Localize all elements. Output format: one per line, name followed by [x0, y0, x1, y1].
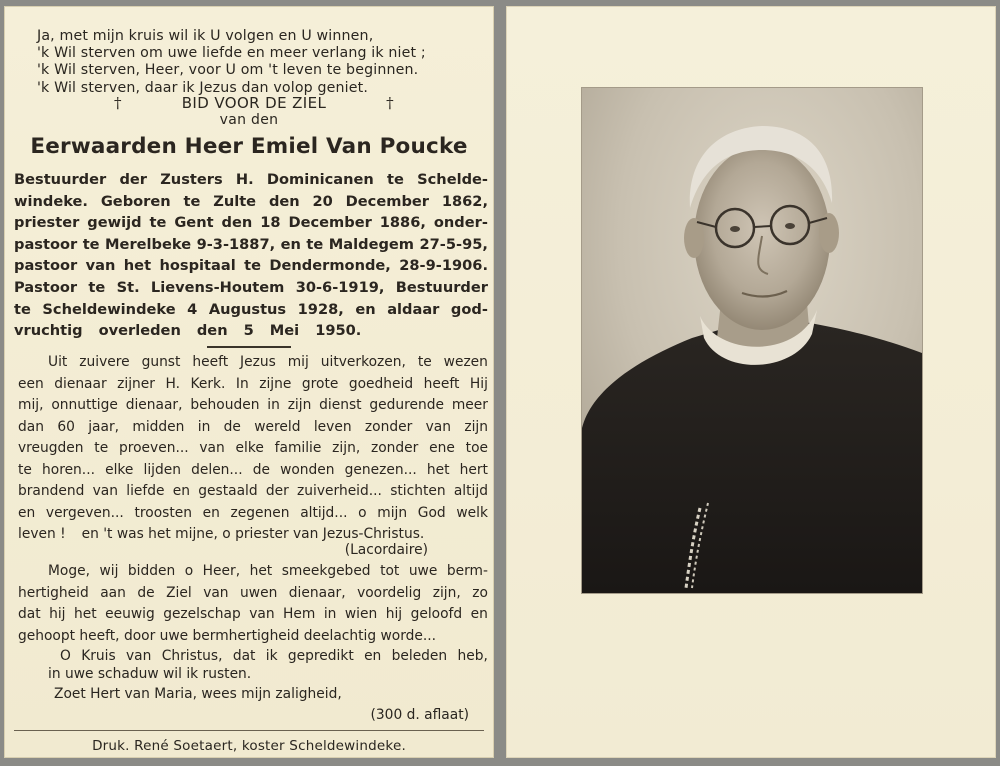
word: geloofd — [410, 606, 463, 622]
biography-line — [14, 169, 488, 191]
word: van — [199, 440, 225, 456]
verse-line: Ja, met mijn kruis wil ik U volgen en U winnen, — [37, 28, 374, 44]
word: zijn — [464, 418, 488, 435]
moge-line — [18, 561, 488, 583]
word: leven — [313, 418, 352, 435]
word: mij — [287, 354, 309, 370]
word: wonden — [280, 461, 335, 478]
word: H. — [235, 171, 254, 188]
body-line — [18, 352, 488, 374]
word: te — [88, 278, 106, 296]
verse-line: 'k Wil sterven, daar ik Jezus dan volop geniet. — [37, 79, 368, 96]
word: December — [345, 192, 429, 210]
word: van — [425, 418, 451, 435]
word: heeft — [423, 375, 460, 392]
word: wezen — [443, 354, 488, 370]
word: Gent — [174, 214, 214, 232]
printer-credit: Druk. René Soetaert, koster Scheldewindeke. — [92, 738, 406, 754]
word: overleden — [98, 322, 181, 340]
word: o — [184, 563, 194, 579]
word: troosten — [134, 504, 192, 521]
word: behouden — [190, 397, 260, 413]
biography-line — [14, 299, 488, 321]
word: den — [196, 322, 228, 340]
word: Bestuurder — [14, 171, 107, 188]
word: delen... — [191, 461, 243, 478]
word: en 't was het mijne, o priester van Jezus-Christus. — [81, 526, 425, 542]
word: gestaald — [198, 483, 258, 499]
word: 18 — [260, 214, 281, 232]
footer-divider — [14, 730, 484, 731]
word: Mei — [269, 322, 300, 340]
van-den-text: van den — [219, 112, 279, 128]
biography-line — [14, 320, 488, 342]
moge-line — [18, 626, 488, 648]
word: van — [249, 606, 275, 622]
body-text — [18, 352, 488, 557]
memorial-card-text-side — [4, 6, 494, 758]
prayer-paragraph — [18, 561, 488, 647]
word: in — [267, 397, 280, 413]
word: Zusters — [160, 171, 223, 188]
word: ene — [429, 440, 455, 456]
word: de — [223, 418, 241, 435]
moge-line — [18, 583, 488, 605]
word: eeuwig — [105, 606, 155, 622]
word: 28-9-1906. — [399, 257, 488, 275]
word: uwe — [408, 563, 438, 579]
word: het — [426, 461, 450, 478]
word: pastoor — [14, 257, 78, 275]
word: tot — [380, 563, 400, 579]
word: Lievens-Houtem — [150, 278, 285, 296]
kruis-line — [48, 666, 488, 684]
word: de — [252, 461, 270, 478]
kruis-line — [48, 648, 488, 666]
word: Schelde- — [417, 171, 488, 188]
word: en — [202, 504, 220, 521]
word: 9-3-1887, — [196, 235, 276, 253]
body-line — [18, 460, 488, 482]
word: Christus, — [161, 648, 223, 664]
body-line — [18, 374, 488, 396]
word: brandend — [18, 483, 85, 499]
biography-line — [14, 255, 488, 277]
word: te — [244, 257, 261, 275]
word: dat — [18, 606, 41, 622]
word: een — [18, 375, 44, 392]
word: vruchtig — [14, 322, 83, 340]
word: zonder — [371, 440, 419, 456]
word: liefde — [126, 483, 165, 499]
word: Maldegem — [328, 235, 415, 253]
portrait-photo — [582, 88, 922, 593]
word: wij — [99, 563, 119, 579]
indulgence-note: (300 d. aflaat) — [370, 707, 469, 723]
quote-attribution: (Lacordaire) — [344, 541, 428, 558]
word: H. — [165, 375, 180, 392]
word: dienaar — [54, 375, 107, 392]
word: van — [203, 584, 229, 601]
word: en — [18, 504, 36, 521]
word: onder- — [433, 214, 488, 232]
word: aldaar — [387, 300, 440, 318]
word: uitverkozen, — [320, 354, 406, 370]
word: leven ! — [18, 526, 66, 542]
word: god- — [450, 300, 488, 318]
opening-verse — [37, 28, 477, 97]
word: pastoor — [14, 235, 78, 253]
word: bidden — [127, 563, 176, 579]
verse-line: 'k Wil sterven, Heer, voor U om 't leven te beginnen. — [37, 62, 419, 79]
word: Geboren — [100, 192, 171, 210]
body-line — [18, 438, 488, 460]
word: goedheid — [348, 375, 414, 392]
word: te — [149, 214, 167, 232]
body-line — [18, 481, 488, 503]
word: stichten — [390, 483, 446, 499]
biography-line — [14, 212, 488, 234]
word: te — [14, 300, 31, 318]
word: te — [417, 354, 432, 370]
word: gepredikt — [287, 648, 354, 664]
word: voordelig — [357, 584, 422, 601]
word: Pastoor — [14, 278, 78, 296]
word: 1862, — [441, 192, 488, 210]
word: dienaar, — [125, 397, 183, 413]
word: toe — [465, 440, 488, 456]
cross-right: † — [386, 94, 394, 112]
word: 20 — [312, 192, 333, 210]
word: en — [280, 235, 301, 253]
word: hij — [49, 606, 66, 622]
word: de — [137, 584, 155, 601]
word: te — [82, 235, 100, 253]
verse-line: 'k Wil sterven om uwe liefde en meer verlang ik niet ; — [37, 45, 426, 62]
priest-portrait-image — [582, 88, 922, 593]
word: Ziel — [166, 584, 192, 601]
word: gunst — [141, 354, 181, 370]
word: Dominicanen — [266, 171, 374, 188]
word: gezelschap — [163, 606, 241, 622]
word: altijd... — [300, 504, 348, 521]
word: zuivere — [79, 354, 130, 370]
word: 1886, — [379, 214, 426, 232]
word: in uwe schaduw wil ik rusten. — [48, 665, 252, 682]
word: o — [358, 504, 367, 521]
body-line — [18, 503, 488, 525]
word: zonder — [364, 418, 413, 435]
biography-line — [14, 234, 488, 256]
word: gewijd — [87, 214, 142, 232]
word: heeft — [192, 354, 229, 370]
word: het — [73, 606, 97, 622]
word: O — [60, 648, 71, 664]
word: wereld — [254, 418, 301, 435]
word: Dendermonde, — [269, 257, 391, 275]
word: 30-6-1919, — [295, 278, 385, 296]
word: zijne — [259, 375, 292, 392]
word: zijn — [287, 397, 312, 413]
word: vreugden — [18, 440, 84, 456]
word: Scheldewindeke — [42, 300, 176, 318]
word: Kruis — [81, 648, 116, 664]
word: mij, — [18, 397, 44, 413]
word: December — [288, 214, 372, 232]
word: Bestuurder — [395, 278, 488, 296]
word: dat — [232, 648, 256, 664]
word: genezen... — [344, 461, 417, 478]
word: het — [249, 563, 273, 579]
word: onnuttige — [51, 397, 118, 413]
word: mijn — [377, 504, 408, 521]
word: proeven... — [118, 440, 189, 456]
word: zo — [472, 584, 488, 601]
word: van — [92, 483, 119, 499]
word: der — [265, 483, 289, 499]
word: beleden — [391, 648, 448, 664]
word: hospitaal — [159, 257, 236, 275]
word: zegenen — [230, 504, 290, 521]
word: Kerk. — [190, 375, 226, 392]
word: gehoopt heeft, door uwe bermhertigheid deelachtig worde... — [18, 627, 437, 644]
word: 60 — [57, 418, 75, 435]
word: heb, — [457, 648, 488, 664]
word: wien — [344, 606, 378, 622]
word: den — [221, 214, 253, 232]
word: hert — [459, 461, 488, 478]
word: te — [306, 235, 324, 253]
word: 1928, — [297, 300, 344, 318]
word: altijd — [453, 483, 488, 499]
word: Hem — [283, 606, 316, 622]
word: zijn, — [332, 440, 361, 456]
word: te — [18, 461, 32, 478]
deceased-name: Eerwaarden Heer Emiel Van Poucke — [30, 134, 468, 159]
prayer-header — [114, 94, 394, 112]
word: den — [268, 192, 300, 210]
word: elke — [235, 440, 264, 456]
word: te — [183, 192, 201, 210]
word: in — [197, 418, 211, 435]
word: zuiverheid... — [297, 483, 382, 499]
word: familie — [274, 440, 322, 456]
biography-line — [14, 277, 488, 299]
word: van — [126, 648, 152, 664]
word: Moge, — [48, 563, 90, 579]
word: midden — [132, 418, 185, 435]
word: te — [387, 171, 404, 188]
body-line — [18, 417, 488, 439]
word: dienst — [319, 397, 362, 413]
word: en — [364, 648, 382, 664]
word: zijner — [117, 375, 155, 392]
word: hertigheid — [18, 584, 89, 601]
word: St. — [116, 278, 140, 296]
word: 27-5-95, — [419, 235, 488, 253]
memorial-card-photo-side — [506, 6, 996, 758]
word: Hij — [469, 375, 488, 392]
word: ik — [265, 648, 278, 664]
cross-left: † — [114, 94, 122, 112]
word: dienaar, — [288, 584, 346, 601]
word: In — [235, 375, 249, 392]
word: gedurende — [369, 397, 444, 413]
word: en — [355, 300, 376, 318]
moge-line — [18, 604, 488, 626]
word: in — [323, 606, 337, 622]
word: Heer, — [202, 563, 241, 579]
word: het — [123, 257, 152, 275]
word: Uit — [48, 354, 68, 370]
word: Zulte — [213, 192, 257, 210]
word: aan — [100, 584, 126, 601]
word: horen... — [42, 461, 95, 478]
word: en — [470, 606, 488, 622]
cross-prayer — [48, 648, 488, 683]
word: 1950. — [315, 322, 362, 340]
word: hij — [385, 606, 403, 622]
word: priester — [14, 214, 80, 232]
word: uwen — [240, 584, 278, 601]
sacred-heart-line: Zoet Hert van Maria, wees mijn zaligheid, — [54, 686, 342, 702]
word: van — [85, 257, 116, 275]
word: smeekgebed — [281, 563, 371, 579]
word: Merelbeke — [105, 235, 192, 253]
biography — [14, 169, 488, 342]
word: 4 — [187, 300, 198, 318]
word: 5 — [243, 322, 254, 340]
word: elke — [105, 461, 134, 478]
word: Jezus — [240, 354, 276, 370]
word: zijn, — [432, 584, 461, 601]
prayer-header-text: BID VOOR DE ZIEL — [181, 94, 327, 112]
word: te — [94, 440, 109, 456]
divider-rule — [207, 346, 291, 348]
word: der — [119, 171, 147, 188]
word: berm- — [446, 563, 488, 579]
word: meer — [451, 397, 488, 413]
biography-line — [14, 191, 488, 213]
word: dan — [18, 418, 44, 435]
word: vergeven... — [45, 504, 124, 521]
word: jaar, — [88, 418, 120, 435]
word: en — [172, 483, 191, 499]
word: grote — [301, 375, 339, 392]
word: Augustus — [208, 300, 287, 318]
word: lijden — [143, 461, 181, 478]
word: welk — [456, 504, 488, 521]
body-line — [18, 395, 488, 417]
word: God — [417, 504, 446, 521]
word: windeke. — [14, 192, 88, 210]
